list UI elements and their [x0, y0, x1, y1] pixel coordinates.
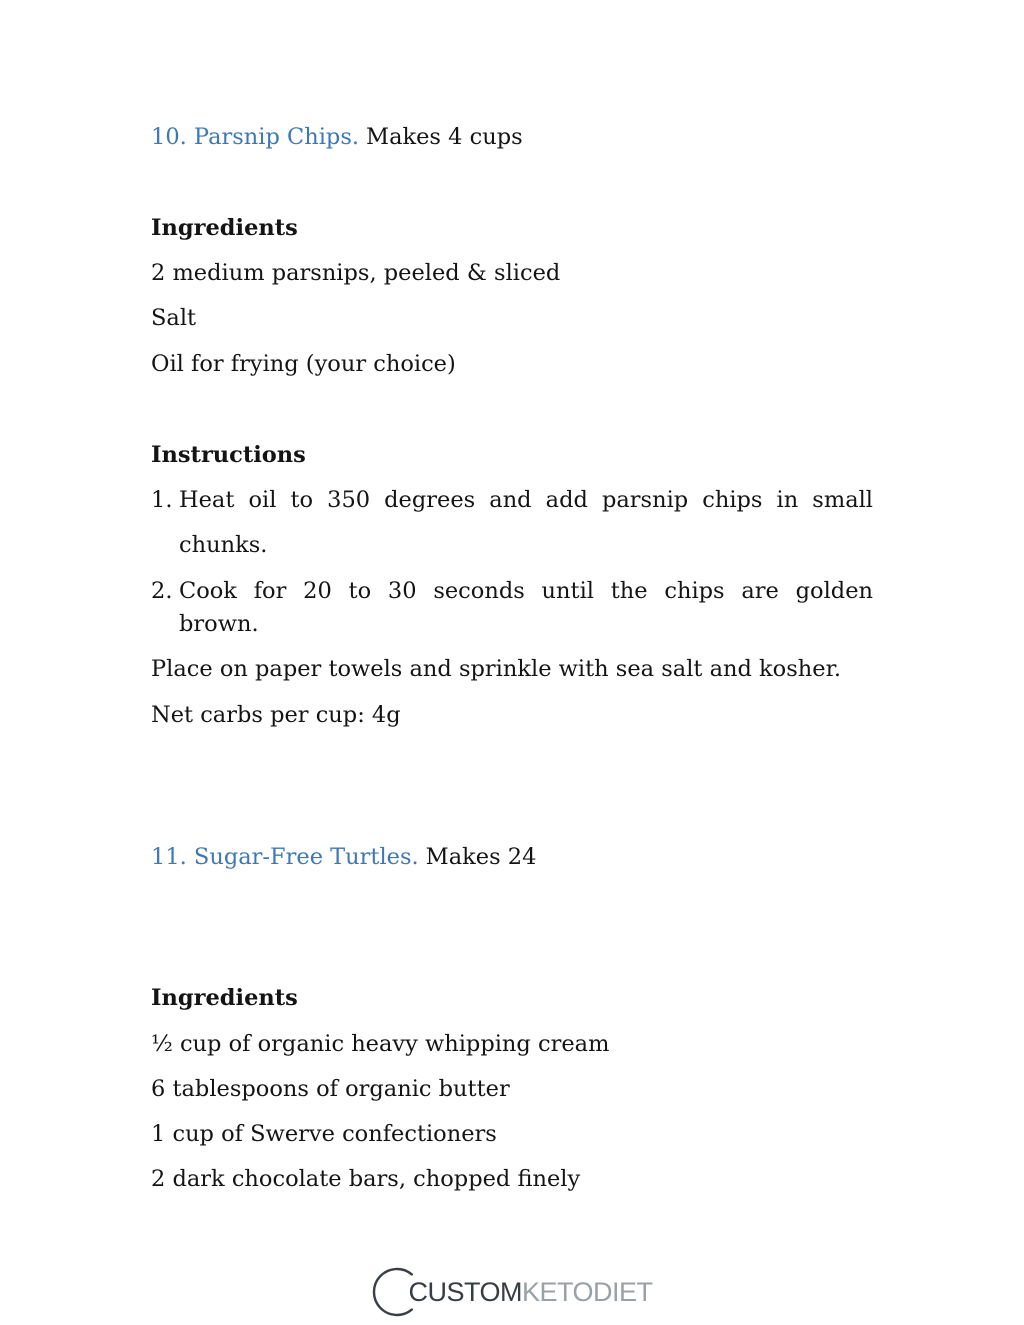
- logo-wordmark-ketodiet: KETODIET: [521, 1276, 653, 1307]
- ingredient-item: 2 dark chocolate bars, chopped finely: [151, 1166, 581, 1192]
- instruction-step-1: [151, 485, 873, 560]
- recipe-11-yield: Makes 24: [425, 844, 537, 870]
- recipe-11-title: [151, 842, 873, 872]
- ingredient-item: 1 cup of Swerve confectioners: [151, 1121, 497, 1147]
- recipe-10-title: [151, 122, 873, 152]
- ingredient-item: ½ cup of organic heavy whipping cream: [151, 1031, 610, 1057]
- recipe-10-yield: Makes 4 cups: [366, 124, 523, 150]
- ingredient-item: Oil for frying (your choice): [151, 351, 456, 377]
- instruction-step-text: Heat oil to 350 degrees and add parsnip chips in small: [179, 487, 873, 513]
- recipe-11-title-link[interactable]: 11. Sugar-Free Turtles.: [151, 844, 419, 870]
- instruction-step-number: 1.: [151, 487, 173, 513]
- ingredient-item: 2 medium parsnips, peeled & sliced: [151, 260, 561, 286]
- net-carbs-note: Net carbs per cup: 4g: [151, 702, 401, 728]
- instruction-step-number: 2.: [151, 578, 173, 604]
- instruction-step-text: chunks.: [179, 532, 268, 558]
- ingredient-item: 6 tablespoons of organic butter: [151, 1076, 510, 1102]
- ingredients-heading-2: Ingredients: [151, 985, 298, 1011]
- instruction-step-2: [151, 576, 873, 639]
- logo-wordmark-custom: CUSTOM: [408, 1276, 522, 1307]
- ingredients-heading-1: Ingredients: [151, 215, 298, 241]
- instruction-step-text: Cook for 20 to 30 seconds until the chips are golden: [179, 578, 873, 604]
- ingredient-item: Salt: [151, 305, 197, 331]
- instruction-note: Place on paper towels and sprinkle with sea salt and kosher.: [151, 656, 842, 682]
- recipe-10-title-link[interactable]: 10. Parsnip Chips.: [151, 124, 360, 150]
- instructions-heading: Instructions: [151, 442, 306, 468]
- logo-wordmark: [408, 1277, 652, 1308]
- custom-keto-diet-logo: [0, 1266, 1024, 1318]
- instruction-step-text: brown.: [179, 611, 259, 637]
